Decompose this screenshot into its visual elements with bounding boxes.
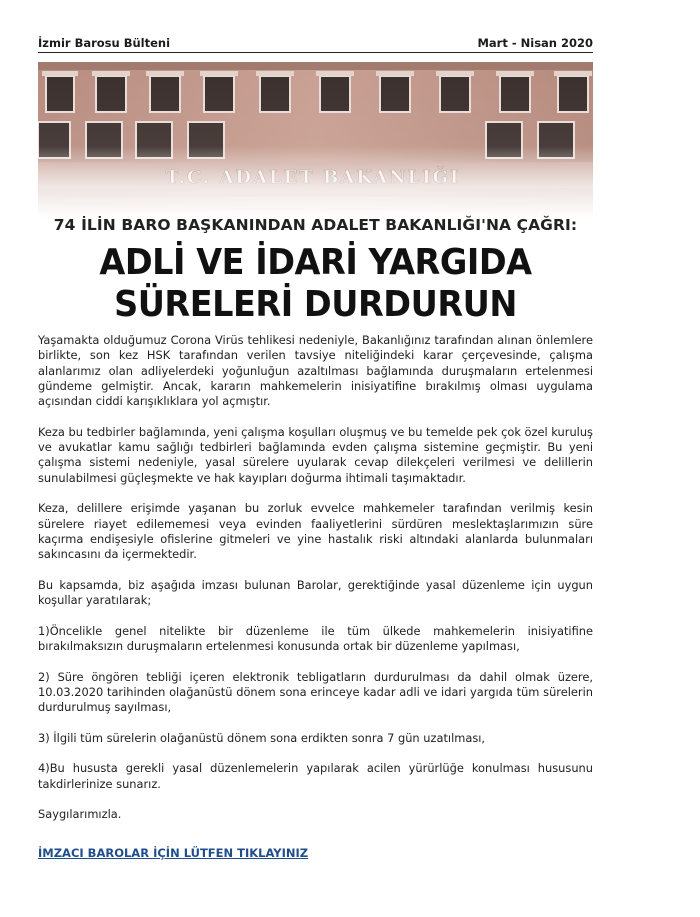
article-body <box>38 333 593 838</box>
paragraph-request-intro: Bu kapsamda, biz aşağıda imzası bulunan Barolar, gerektiğinde yasal düzenleme için uygun koşullar yaratılarak; <box>38 577 593 608</box>
signatories-link[interactable]: İMZACI BAROLAR İÇİN LÜTFEN TIKLAYINIZ <box>38 846 309 860</box>
issue-date: Mart - Nisan 2020 <box>477 36 593 50</box>
headline-line-1: ADLİ VE İDARİ YARGIDA <box>99 242 532 283</box>
paragraph-evidence-access: Keza, delillere erişimde yaşanan bu zorluk evvelce mahkemeler tarafından verilmiş kesin sürelere riayet edilememesi veya evinden faaliyetlerini sürdüren meslektaşlarımızın süre kaçırma endişesiyle ofislerine gitmeleri ve yine hastalık riski altındaki alanlarda bulunmaları sakıncasını da içermektedir. <box>38 501 593 562</box>
publication-title: İzmir Barosu Bülteni <box>38 36 171 50</box>
paragraph-working-conditions: Keza bu tedbirler bağlamında, yeni çalışma koşulları oluşmuş ve bu temelde pek çok özel kuruluş ve avukatlar kamu sağlığı tedbirleri bağlamında evden çalışma sistemine geçmiştir. Bu yeni çalışma sistemi nedeniyle, yasal sürelere uyularak cevap dilekçeleri verilmesi ve delillerin sunulabilmesi güçleşmekte ve hak kayıpları doğurma ihtimali taşımaktadır. <box>38 424 593 485</box>
request-item-3: 3) İlgili tüm sürelerin olağanüstü dönem sona erdikten sonra 7 gün uzatılması, <box>38 730 486 745</box>
paragraph-intro: Yaşamakta olduğumuz Corona Virüs tehlikesi nedeniyle, Bakanlığınız tarafından alınan önlemlere birlikte, son kez HSK tarafından verilen tavsiye niteliğindeki karar çerçevesinde, çalışma alanlarımız olan adliyelerdeki yoğunluğun azaltılması bağlamında duruşmaların ertelenmesi gündeme gelmiştir. Ancak, kararın mahkemelerin inisiyatifine bırakılmış olması uygulama açısından ciddi karışıklıklara yol açmıştır. <box>38 333 593 409</box>
request-item-4: 4)Bu hususta gerekli yasal düzenlemelerin yapılarak acilen yürürlüğe konulması hususunu takdirlerinize sunarız. <box>38 761 593 791</box>
headline-kicker: 74 İLİN BARO BAŞKANINDAN ADALET BAKANLIĞI'NA ÇAĞRI: <box>53 216 578 234</box>
request-item-1: 1)Öncelikle genel nitelikte bir düzenleme ile tüm ülkede mahkemelerin inisiyatifine bırakılmaksızın duruşmaların ertelenmesi konusunda ortak bir düzenleme yapılması, <box>38 623 593 653</box>
main-headline <box>57 242 573 326</box>
closing-regards: Saygılarımızla. <box>38 807 122 822</box>
request-item-2: 2) Süre öngören tebliği içeren elektronik tebligatların durdurulması da dahil olmak üzere, 10.03.2020 tarihinden olağanüstü dönem sona erinceye kadar adli ve idari yargıda tüm sürelerin durdurulmuş sayılması, <box>38 669 593 715</box>
page-header <box>38 33 593 53</box>
headline-line-2: SÜRELERİ DURDURUN <box>114 284 517 325</box>
